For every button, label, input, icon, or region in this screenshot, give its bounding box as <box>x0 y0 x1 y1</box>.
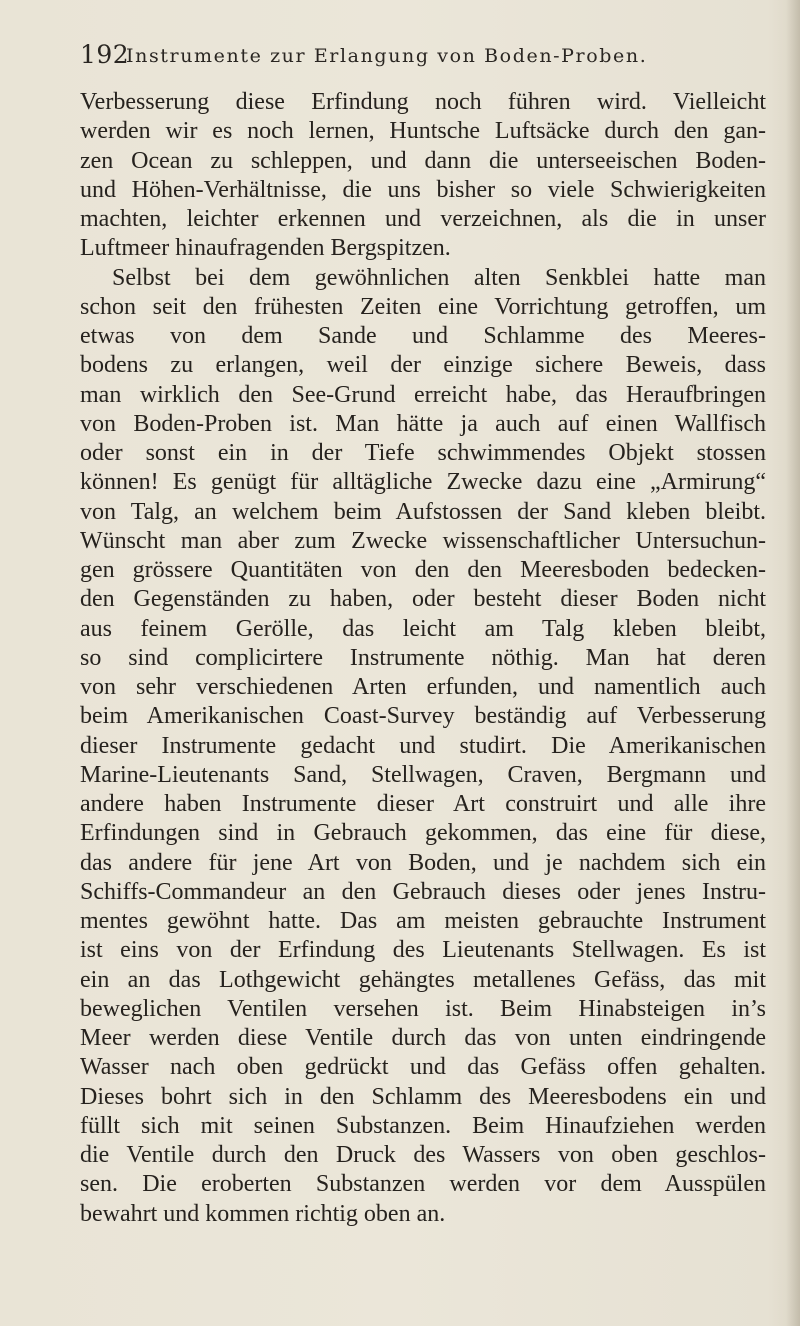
text-line: oder sonst ein in der Tiefe schwimmendes Objekt stossen <box>80 440 766 466</box>
text-line: mentes gewöhnt hatte. Das am meisten gebrauchte Instrument <box>80 908 766 934</box>
paragraph <box>80 264 766 1229</box>
text-line: von sehr verschiedenen Arten erfunden, und namentlich auch <box>80 674 766 700</box>
text-line: dieser Instrumente gedacht und studirt. Die Amerikanischen <box>80 732 766 759</box>
text-line: sen. Die eroberten Substanzen werden vor dem Ausspülen <box>80 1171 766 1198</box>
text-line: füllt sich mit seinen Substanzen. Beim Hinaufziehen werden <box>80 1112 766 1139</box>
text-line: Wasser nach oben gedrückt und das Gefäss offen gehalten. <box>80 1054 766 1081</box>
text-line: Dieses bohrt sich in den Schlamm des Meeresbodens ein und <box>80 1083 766 1110</box>
text-line: machten, leichter erkennen und verzeichnen, als die in unser <box>80 206 766 232</box>
text-line: beim Amerikanischen Coast-Survey beständig auf Verbesserung <box>80 703 766 730</box>
page-number: 192 <box>80 40 130 69</box>
text-line: gen grössere Quantitäten von den den Meeresboden bedecken- <box>80 557 766 583</box>
text-line: man wirklich den See-Grund erreicht habe, das Heraufbringen <box>80 381 766 408</box>
text-line: schon seit den frühesten Zeiten eine Vorrichtung getroffen, um <box>80 293 766 320</box>
text-line: die Ventile durch den Druck des Wassers von oben geschlos- <box>80 1142 766 1168</box>
text-line: Meer werden diese Ventile durch das von unten eindringende <box>80 1025 766 1051</box>
text-line: Wünscht man aber zum Zwecke wissenschaftlicher Untersuchun- <box>80 527 766 554</box>
text-line: aus feinem Gerölle, das leicht am Talg kleben bleibt, <box>80 615 766 642</box>
text-line: Erfindungen sind in Gebrauch gekommen, das eine für diese, <box>80 820 766 847</box>
running-head: Instrumente zur Erlangung von Boden-Proben. <box>126 45 648 67</box>
text-line: den Gegenständen zu haben, oder besteht dieser Boden nicht <box>80 586 766 613</box>
text-line: Selbst bei dem gewöhnlichen alten Senkblei hatte man <box>112 264 766 291</box>
text-line: ein an das Lothgewicht gehängtes metallenes Gefäss, das mit <box>80 966 766 993</box>
text-line: das andere für jene Art von Boden, und je nachdem sich ein <box>80 849 766 876</box>
text-line: bodens zu erlangen, weil der einzige sichere Beweis, dass <box>80 352 766 379</box>
text-line: zen Ocean zu schleppen, und dann die unterseeischen Boden- <box>80 147 766 174</box>
text-line: Schiffs-Commandeur an den Gebrauch dieses oder jenes Instru- <box>80 878 766 905</box>
text-line: etwas von dem Sande und Schlamme des Meeres- <box>80 323 766 349</box>
body-text <box>80 88 766 1229</box>
page-edge-shadow <box>786 0 800 1326</box>
text-line: ist eins von der Erfindung des Lieutenants Stellwagen. Es ist <box>80 937 766 964</box>
text-line: und Höhen-Verhältnisse, die uns bisher so viele Schwierigkeiten <box>80 176 766 203</box>
text-line: von Talg, an welchem beim Aufstossen der Sand kleben bleibt. <box>80 498 766 525</box>
text-line: Luftmeer hinaufragenden Bergspitzen. <box>80 235 451 262</box>
text-line: werden wir es noch lernen, Huntsche Luftsäcke durch den gan- <box>80 118 766 145</box>
text-line: andere haben Instrumente dieser Art construirt und alle ihre <box>80 791 766 817</box>
text-line: Marine-Lieutenants Sand, Stellwagen, Craven, Bergmann und <box>80 761 766 788</box>
page-header <box>80 40 760 80</box>
text-line: bewahrt und kommen richtig oben an. <box>80 1200 446 1227</box>
text-line: Verbesserung diese Erfindung noch führen wird. Vielleicht <box>80 89 766 115</box>
text-line: beweglichen Ventilen versehen ist. Beim Hinabsteigen in’s <box>80 995 766 1022</box>
text-line: so sind complicirtere Instrumente nöthig. Man hat deren <box>80 644 766 671</box>
text-line: können! Es genügt für alltägliche Zwecke dazu eine „Armirung“ <box>80 469 766 496</box>
text-line: von Boden-Proben ist. Man hätte ja auch auf einen Wallfisch <box>80 410 766 437</box>
paragraph <box>80 88 766 264</box>
